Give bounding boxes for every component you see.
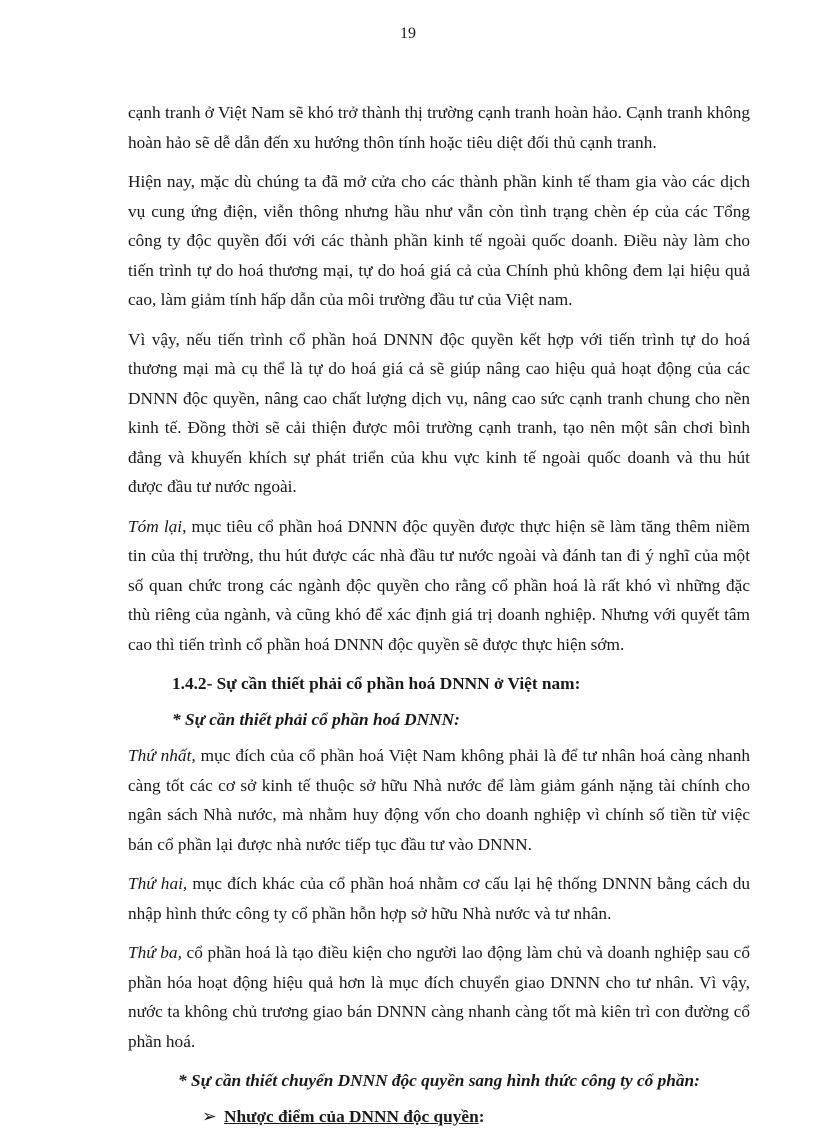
reason-third bbox=[128, 938, 750, 1056]
paragraph-competition bbox=[128, 98, 750, 157]
paragraph-current-situation bbox=[128, 167, 750, 315]
paragraph-text: Hiện nay, mặc dù chúng ta đã mở cửa cho các thành phần kinh tế tham gia vào các dịch vụ cung ứng điện, viễn thông nhưng hầu như vẫn còn tình trạng chèn ép của các Tổng công ty độc quyền đối với các thành phần kinh tế ngoài quốc doanh. Điều này làm cho tiến trình tự do hoá thương mại, tự do hoá giá cả của Chính phủ không đem lại hiệu quả cao, làm giảm tính hấp dẫn của môi trường đầu tư của Việt nam. bbox=[128, 172, 750, 309]
paragraph-summary bbox=[128, 512, 750, 660]
reason-second bbox=[128, 869, 750, 928]
reason-lead: Thứ ba, bbox=[128, 943, 182, 962]
paragraph-text: Vì vậy, nếu tiến trình cổ phần hoá DNNN độc quyền kết hợp với tiến trình tự do hoá thương mại mà cụ thể là tự do hoá giá cả sẽ giúp nâng cao hiệu quả hoạt động của các DNNN độc quyền, nâng cao chất lượng dịch vụ, nâng cao sức cạnh tranh chung cho nền kinh tế. Đồng thời sẽ cải thiện được môi trường cạnh tranh, tạo nên một sân chơi bình đẳng và khuyến khích sự phát triển của khu vực kinh tế ngoài quốc doanh và thu hút được đầu tư nước ngoài. bbox=[128, 329, 750, 496]
body-text bbox=[128, 98, 750, 1138]
reason-text: mục đích của cổ phần hoá Việt Nam không phải là để tư nhân hoá càng nhanh càng tốt các cơ sở kinh tế thuộc sở hữu Nhà nước để làm giảm gánh nặng tài chính cho ngân sách Nhà nước, mà nhằm huy động vốn cho doanh nghiệp vì chính số tiền từ việc bán cổ phần lại được nhà nước tiếp tục đầu tư vào DNNN. bbox=[128, 746, 750, 854]
paragraph-text: cạnh tranh ở Việt Nam sẽ khó trở thành thị trường cạnh tranh hoàn hảo. Cạnh tranh không hoàn hảo sẽ dễ dẫn đến xu hướng thôn tính hoặc tiêu diệt đối thủ cạnh tranh. bbox=[128, 103, 750, 152]
reason-text: mục đích khác của cổ phần hoá nhằm cơ cấu lại hệ thống DNNN bằng cách du nhập hình thức công ty cổ phần hỗn hợp sở hữu Nhà nước và tư nhân. bbox=[128, 874, 750, 923]
reason-text: cổ phần hoá là tạo điều kiện cho người lao động làm chủ và doanh nghiệp sau cổ phần hóa hoạt động hiệu quả hơn là mục đích chuyển giao DNNN cho tư nhân. Vì vậy, nước ta không chủ trương giao bán DNNN càng nhanh càng tốt mà kiên trì con đường cổ phần hoá. bbox=[128, 943, 750, 1051]
weakness-colon: : bbox=[478, 1107, 485, 1126]
paragraph-therefore bbox=[128, 325, 750, 502]
reason-first bbox=[128, 741, 750, 859]
convert-heading: * Sự cần thiết chuyển DNNN độc quyền sang hình thức công ty cổ phần: bbox=[178, 1071, 700, 1090]
reason-lead: Thứ hai, bbox=[128, 874, 188, 893]
paragraph-text: , mục tiêu cổ phần hoá DNNN độc quyền được thực hiện sẽ làm tăng thêm niềm tin của thị trường, thu hút được các nhà đầu tư nước ngoài và đánh tan đi ý nghĩ của một số quan chức trong các ngành độc quyền cho rằng cổ phần hoá là rất khó vì những đặc thù riêng của ngành, và cũng khó để xác định giá trị doanh nghiệp. Nhưng với quyết tâm cao thì tiến trình cổ phần hoá DNNN độc quyền sẽ được thực hiện sớm. bbox=[128, 516, 750, 654]
weakness-heading bbox=[128, 1102, 750, 1132]
reason-lead: Thứ nhất, bbox=[128, 746, 196, 765]
paragraph-lead: Tóm lại bbox=[128, 516, 183, 536]
necessity-heading: * Sự cần thiết phải cổ phần hoá DNNN: bbox=[172, 710, 460, 729]
weakness-title: Nhược điểm của DNNN độc quyền bbox=[224, 1107, 479, 1126]
page-number: 19 bbox=[400, 25, 416, 42]
section-heading: 1.4.2- Sự cần thiết phải cổ phần hoá DNNN ở Việt nam: bbox=[172, 674, 581, 693]
arrow-bullet-icon: ➢ bbox=[202, 1107, 217, 1126]
